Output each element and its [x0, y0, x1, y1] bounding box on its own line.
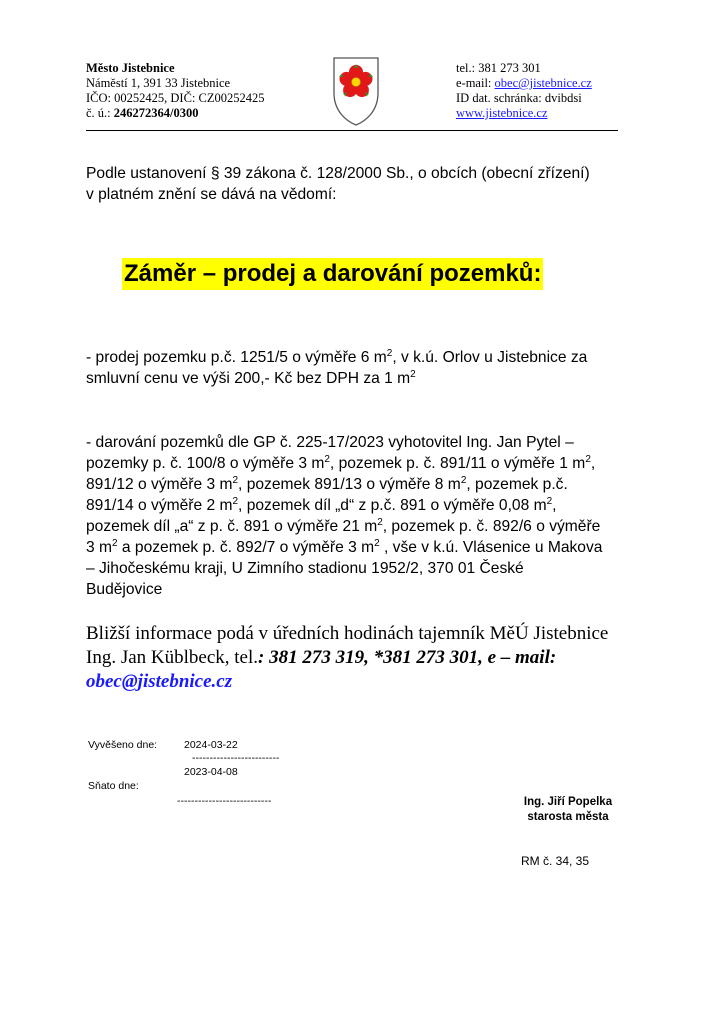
- title-wrap: [122, 258, 543, 290]
- sender-block: [86, 61, 331, 121]
- removed-label: Sňato dne:: [88, 780, 139, 792]
- contact-databox: ID dat. schránka: dvibdsi: [456, 91, 582, 105]
- council-reference: RM č. 34, 35: [521, 854, 590, 868]
- contact-web-line: [456, 106, 656, 121]
- info-line-2: Ing. Jan Küblbeck, tel.: 381 273 319, *381 273 301, e – mail:: [86, 647, 557, 668]
- removed-date: 2023-04-08: [184, 766, 238, 778]
- contact-email-link[interactable]: obec@jistebnice.cz: [494, 76, 592, 90]
- donation-line-8: Budějovice: [86, 581, 163, 598]
- header-divider: [86, 130, 618, 131]
- signature-block: [498, 795, 638, 825]
- intro-paragraph: [86, 163, 646, 205]
- posted-dashes: -------------------------: [192, 752, 280, 764]
- notice-title: Záměr – prodej a darování pozemků:: [122, 258, 543, 290]
- donation-line-1: - darování pozemků dle GP č. 225-17/2023 vyhotovitel Ing. Jan Pytel –: [86, 434, 574, 451]
- donation-line-2: pozemky p. č. 100/8 o výměře 3 $m^2$, pozemek p. č. 891/11 o výměře 1 $m^2$,: [86, 454, 596, 472]
- sale-line-2: smluvní cenu ve výši 200,- Kč bez DPH za 1 $m^2$: [86, 369, 416, 387]
- info-paragraph: [86, 622, 638, 694]
- posted-date: 2024-03-22: [184, 739, 238, 751]
- intro-line-2: v platném znění se dává na vědomí:: [86, 186, 337, 203]
- contact-email-line: e-mail: obec@jistebnice.cz: [456, 76, 592, 90]
- sale-line-1: - prodej pozemku p.č. 1251/5 o výměře 6 $m^2$, v k.ú. Orlov u Jistebnice za: [86, 348, 588, 366]
- bank-account: č. ú.: 246272364/0300: [86, 106, 199, 120]
- donation-line-3: 891/12 o výměře 3 $m^2$, pozemek 891/13 o výměře 8 $m^2$, pozemek p.č.: [86, 475, 568, 493]
- donation-line-5: pozemek díl „a“ z p. č. 891 o výměře 21 $m^2$, pozemek p. č. 892/6 o výměře: [86, 517, 601, 535]
- posted-label: Vyvěšeno dne:: [88, 739, 158, 751]
- intro-line-1: Podle ustanovení § 39 zákona č. 128/2000 Sb., o obcích (obecní zřízení): [86, 165, 590, 182]
- contact-block: [456, 61, 656, 121]
- coat-of-arms-logo: [331, 55, 381, 127]
- info-line-3: [86, 670, 638, 694]
- city-ids: IČO: 00252425, DIČ: CZ00252425: [86, 91, 265, 105]
- donation-item: [86, 432, 638, 600]
- info-line-1: Bližší informace podá v úředních hodinách tajemník MěÚ Jistebnice: [86, 623, 609, 644]
- donation-line-6: 3 $m^2$ a pozemek p. č. 892/7 o výměře 3 $m^2$ , vše v k.ú. Vlásenice u Makova: [86, 538, 603, 556]
- signature-name: Ing. Jiří Popelka: [523, 796, 613, 808]
- city-name: Město Jistebnice: [86, 61, 175, 75]
- sale-item: [86, 347, 646, 389]
- contact-web-link[interactable]: www.jistebnice.cz: [456, 106, 548, 120]
- info-email-link[interactable]: obec@jistebnice.cz: [86, 671, 233, 692]
- donation-line-7: – Jihočeskému kraji, U Zimního stadionu 1952/2, 370 01 České: [86, 560, 524, 577]
- contact-phone: tel.: 381 273 301: [456, 61, 541, 75]
- city-address: Náměstí 1, 391 33 Jistebnice: [86, 76, 231, 90]
- signature-role: starosta města: [527, 811, 609, 823]
- donation-line-4: 891/14 o výměře 2 $m^2$, pozemek díl „d“ z p.č. 891 o výměře 0,08 $m^2$,: [86, 496, 557, 514]
- removed-dashes: ---------------------------: [177, 795, 272, 807]
